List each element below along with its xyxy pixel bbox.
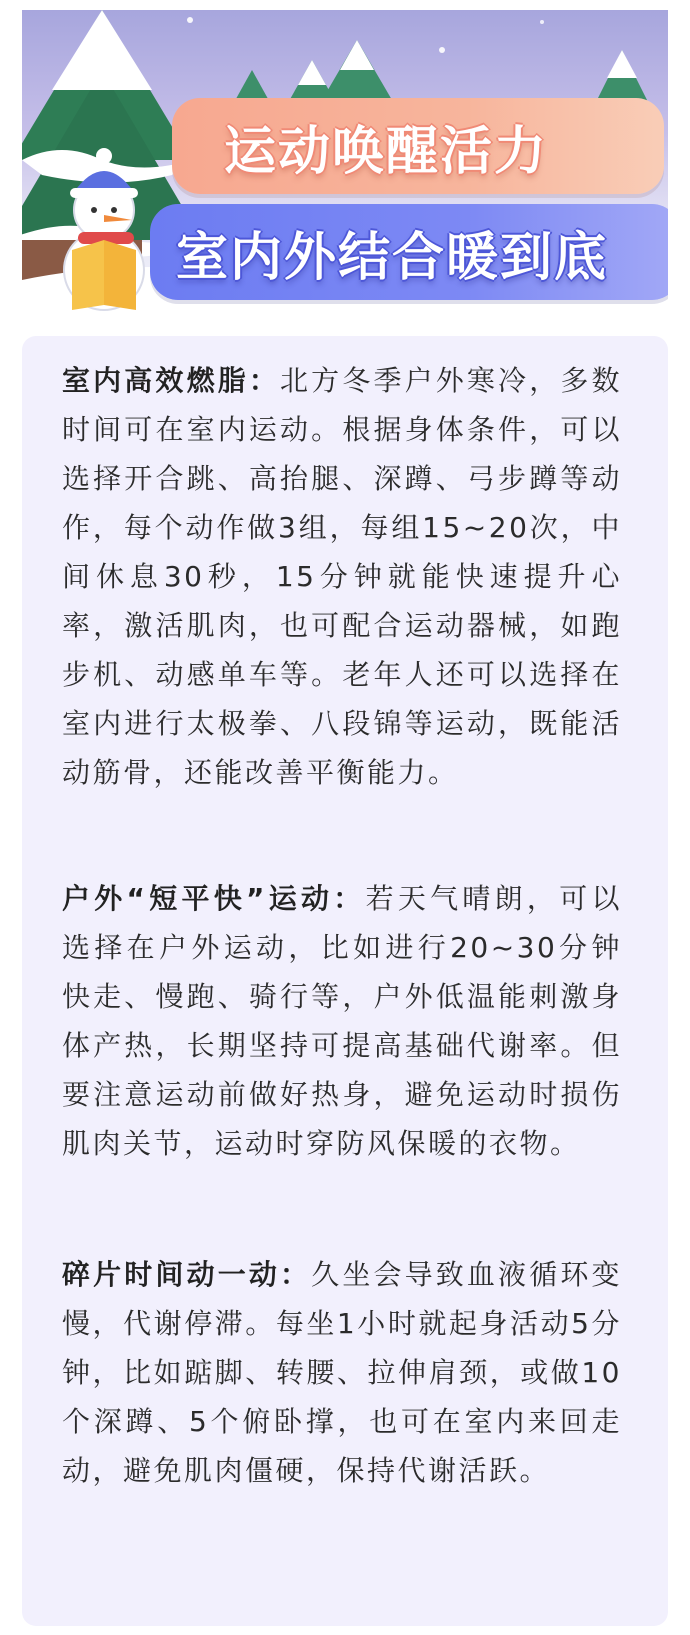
banner-title-line2: 室内外结合暖到底 bbox=[150, 204, 668, 300]
section-body: 若天气晴朗，可以选择在户外运动，比如进行20~30分钟快走、慢跑、骑行等，户外低温能刺激身体产热，长期坚持可提高基础代谢率。但要注意运动前做好热身，避免运动时损伤肌肉关节，运动时穿防风保暖的衣物。 bbox=[62, 882, 622, 1160]
section-heading: 室内高效燃脂： bbox=[62, 364, 281, 397]
section-heading: 碎片时间动一动： bbox=[62, 1258, 312, 1291]
section-fragment-time bbox=[62, 1250, 622, 1495]
section-heading: 户外“短平快”运动： bbox=[62, 882, 366, 915]
section-outdoor bbox=[62, 874, 622, 1168]
content-card bbox=[22, 336, 668, 1626]
section-indoor bbox=[62, 356, 622, 797]
section-body: 久坐会导致血液循环变慢，代谢停滞。每坐1小时就起身活动5分钟，比如踮脚、转腰、拉伸肩颈，或做10个深蹲、5个俯卧撑，也可在室内来回走动，避免肌肉僵硬，保持代谢活跃。 bbox=[62, 1258, 622, 1487]
section-body: 北方冬季户外寒冷，多数时间可在室内运动。根据身体条件，可以选择开合跳、高抬腿、深蹲、弓步蹲等动作，每个动作做3组，每组15~20次，中间休息30秒，15分钟就能快速提升心率，激活肌肉，也可配合运动器械，如跑步机、动感单车等。老年人还可以选择在室内进行太极拳、八段锦等运动，既能活动筋骨，还能改善平衡能力。 bbox=[62, 364, 622, 789]
banner-title-line1: 运动唤醒活力 bbox=[172, 98, 664, 194]
header-banner bbox=[22, 10, 668, 317]
